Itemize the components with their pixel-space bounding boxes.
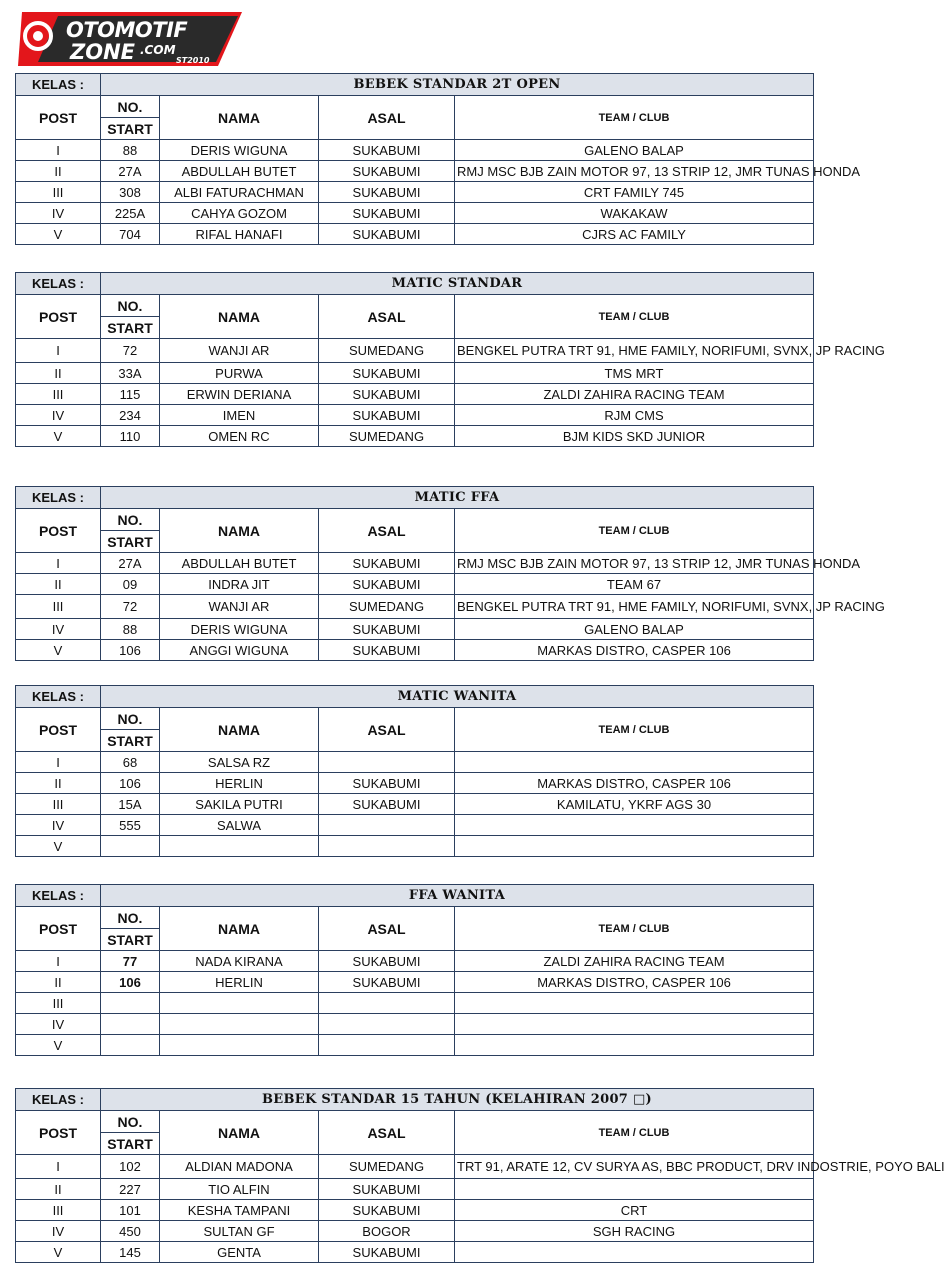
post-cell: I — [16, 1155, 101, 1179]
start-number-cell: 88 — [101, 619, 160, 640]
class-title: MATIC STANDAR — [101, 273, 814, 295]
team-club-cell — [455, 1179, 814, 1200]
logo-line2: ZONE — [70, 40, 135, 64]
header-nama: NAMA — [160, 509, 319, 553]
table-row — [16, 405, 814, 426]
team-club-cell — [455, 1014, 814, 1035]
header-asal: ASAL — [319, 96, 455, 140]
origin-cell: SUKABUMI — [319, 574, 455, 595]
origin-cell: SUKABUMI — [319, 405, 455, 426]
post-cell: III — [16, 1200, 101, 1221]
rider-name-cell — [160, 1014, 319, 1035]
origin-cell — [319, 993, 455, 1014]
origin-cell: SUKABUMI — [319, 951, 455, 972]
class-section — [15, 272, 885, 447]
rider-name-cell: ABDULLAH BUTET — [160, 553, 319, 574]
header-team: TEAM / CLUB — [455, 1111, 814, 1155]
post-cell: II — [16, 161, 101, 182]
start-number-cell: 27A — [101, 161, 160, 182]
team-club-cell: CRT FAMILY 745 — [455, 182, 814, 203]
team-club-cell: BJM KIDS SKD JUNIOR — [455, 426, 814, 447]
header-team: TEAM / CLUB — [455, 509, 814, 553]
origin-cell: SUMEDANG — [319, 426, 455, 447]
rider-name-cell: GENTA — [160, 1242, 319, 1263]
header-asal: ASAL — [319, 907, 455, 951]
start-number-cell: 227 — [101, 1179, 160, 1200]
start-number-cell: 101 — [101, 1200, 160, 1221]
post-cell: II — [16, 972, 101, 993]
team-club-cell — [455, 993, 814, 1014]
table-row — [16, 553, 814, 574]
table-row — [16, 384, 814, 405]
origin-cell: SUMEDANG — [319, 595, 455, 619]
rider-name-cell: SAKILA PUTRI — [160, 794, 319, 815]
origin-cell: SUKABUMI — [319, 553, 455, 574]
class-title: MATIC FFA — [101, 487, 814, 509]
header-nama: NAMA — [160, 96, 319, 140]
team-club-cell: MARKAS DISTRO, CASPER 106 — [455, 640, 814, 661]
results-table — [15, 486, 885, 661]
header-post: POST — [16, 96, 101, 140]
header-nama: NAMA — [160, 1111, 319, 1155]
post-cell: III — [16, 993, 101, 1014]
team-club-cell: ZALDI ZAHIRA RACING TEAM — [455, 951, 814, 972]
header-post: POST — [16, 509, 101, 553]
post-cell: III — [16, 595, 101, 619]
post-cell: V — [16, 426, 101, 447]
start-number-cell: 88 — [101, 140, 160, 161]
table-row — [16, 972, 814, 993]
start-number-cell — [101, 1014, 160, 1035]
team-club-cell: CJRS AC FAMILY — [455, 224, 814, 245]
team-club-cell — [455, 815, 814, 836]
start-number-cell: 450 — [101, 1221, 160, 1242]
header-team: TEAM / CLUB — [455, 96, 814, 140]
origin-cell: SUKABUMI — [319, 640, 455, 661]
team-club-cell: RMJ MSC BJB ZAIN MOTOR 97, 13 STRIP 12, JMR TUNAS HONDA — [455, 161, 814, 182]
header-post: POST — [16, 1111, 101, 1155]
rider-name-cell — [160, 1035, 319, 1056]
start-number-cell: 225A — [101, 203, 160, 224]
origin-cell: SUMEDANG — [319, 339, 455, 363]
post-cell: IV — [16, 815, 101, 836]
team-club-cell: SGH RACING — [455, 1221, 814, 1242]
post-cell: IV — [16, 405, 101, 426]
site-logo — [18, 10, 246, 68]
team-club-cell: ZALDI ZAHIRA RACING TEAM — [455, 384, 814, 405]
origin-cell: SUKABUMI — [319, 384, 455, 405]
team-club-cell — [455, 752, 814, 773]
post-cell: II — [16, 574, 101, 595]
class-section — [15, 685, 813, 857]
rider-name-cell: CAHYA GOZOM — [160, 203, 319, 224]
start-number-cell: 308 — [101, 182, 160, 203]
table-row — [16, 794, 814, 815]
rider-name-cell: INDRA JIT — [160, 574, 319, 595]
origin-cell: SUKABUMI — [319, 1242, 455, 1263]
table-row — [16, 1155, 814, 1179]
header-start: START — [101, 929, 160, 951]
post-cell: I — [16, 339, 101, 363]
start-number-cell: 09 — [101, 574, 160, 595]
start-number-cell: 145 — [101, 1242, 160, 1263]
origin-cell: SUKABUMI — [319, 203, 455, 224]
team-club-cell — [455, 836, 814, 857]
rider-name-cell: SALSA RZ — [160, 752, 319, 773]
start-number-cell: 704 — [101, 224, 160, 245]
origin-cell: SUKABUMI — [319, 1179, 455, 1200]
results-table — [15, 73, 861, 245]
table-row — [16, 951, 814, 972]
rider-name-cell — [160, 993, 319, 1014]
start-number-cell: 106 — [101, 640, 160, 661]
rider-name-cell: TIO ALFIN — [160, 1179, 319, 1200]
start-number-cell: 115 — [101, 384, 160, 405]
header-post: POST — [16, 708, 101, 752]
table-row — [16, 426, 814, 447]
post-cell: I — [16, 951, 101, 972]
team-club-cell: CRT — [455, 1200, 814, 1221]
team-club-cell: MARKAS DISTRO, CASPER 106 — [455, 972, 814, 993]
post-cell: II — [16, 1179, 101, 1200]
team-club-cell — [455, 1035, 814, 1056]
rider-name-cell: SULTAN GF — [160, 1221, 319, 1242]
kelas-label: KELAS : — [16, 74, 101, 96]
header-no: NO. — [101, 295, 160, 317]
rider-name-cell: ALBI FATURACHMAN — [160, 182, 319, 203]
origin-cell: SUKABUMI — [319, 619, 455, 640]
origin-cell: SUKABUMI — [319, 182, 455, 203]
start-number-cell: 68 — [101, 752, 160, 773]
team-club-cell: RMJ MSC BJB ZAIN MOTOR 97, 13 STRIP 12, JMR TUNAS HONDA — [455, 553, 814, 574]
rider-name-cell: ANGGI WIGUNA — [160, 640, 319, 661]
header-start: START — [101, 730, 160, 752]
header-no: NO. — [101, 1111, 160, 1133]
rider-name-cell: ABDULLAH BUTET — [160, 161, 319, 182]
class-section — [15, 73, 861, 245]
kelas-label: KELAS : — [16, 686, 101, 708]
rider-name-cell: IMEN — [160, 405, 319, 426]
logo-suffix: .COM — [140, 43, 176, 57]
header-start: START — [101, 118, 160, 140]
table-row — [16, 1179, 814, 1200]
class-title: BEBEK STANDAR 15 TAHUN (KELAHIRAN 2007 □) — [101, 1089, 814, 1111]
results-table — [15, 272, 885, 447]
origin-cell — [319, 1014, 455, 1035]
start-number-cell: 555 — [101, 815, 160, 836]
table-row — [16, 1014, 814, 1035]
header-asal: ASAL — [319, 708, 455, 752]
origin-cell: SUKABUMI — [319, 794, 455, 815]
post-cell: V — [16, 640, 101, 661]
logo-graphic — [18, 10, 246, 68]
origin-cell — [319, 1035, 455, 1056]
post-cell: IV — [16, 1014, 101, 1035]
origin-cell: SUKABUMI — [319, 972, 455, 993]
team-club-cell: TRT 91, ARATE 12, CV SURYA AS, BBC PRODUCT, DRV INDOSTRIE, POYO BALI — [455, 1155, 814, 1179]
table-row — [16, 363, 814, 384]
team-club-cell: TEAM 67 — [455, 574, 814, 595]
start-number-cell — [101, 1035, 160, 1056]
results-table — [15, 1088, 945, 1263]
header-nama: NAMA — [160, 295, 319, 339]
header-nama: NAMA — [160, 708, 319, 752]
post-cell: III — [16, 794, 101, 815]
rider-name-cell: DERIS WIGUNA — [160, 140, 319, 161]
rider-name-cell: HERLIN — [160, 972, 319, 993]
table-row — [16, 574, 814, 595]
header-team: TEAM / CLUB — [455, 295, 814, 339]
table-row — [16, 140, 814, 161]
origin-cell: SUKABUMI — [319, 1200, 455, 1221]
header-start: START — [101, 1133, 160, 1155]
header-start: START — [101, 317, 160, 339]
post-cell: V — [16, 836, 101, 857]
team-club-cell: RJM CMS — [455, 405, 814, 426]
table-row — [16, 640, 814, 661]
team-club-cell: KAMILATU, YKRF AGS 30 — [455, 794, 814, 815]
table-row — [16, 1035, 814, 1056]
table-row — [16, 773, 814, 794]
start-number-cell: 110 — [101, 426, 160, 447]
post-cell: IV — [16, 619, 101, 640]
post-cell: IV — [16, 203, 101, 224]
team-club-cell: BENGKEL PUTRA TRT 91, HME FAMILY, NORIFUMI, SVNX, JP RACING — [455, 339, 814, 363]
logo-line1: OTOMOTIF — [66, 18, 188, 42]
class-title: MATIC WANITA — [101, 686, 814, 708]
table-row — [16, 224, 814, 245]
table-row — [16, 339, 814, 363]
rider-name-cell: DERIS WIGUNA — [160, 619, 319, 640]
rider-name-cell: WANJI AR — [160, 339, 319, 363]
kelas-label: KELAS : — [16, 1089, 101, 1111]
table-row — [16, 182, 814, 203]
table-row — [16, 752, 814, 773]
post-cell: III — [16, 384, 101, 405]
start-number-cell: 72 — [101, 595, 160, 619]
post-cell: IV — [16, 1221, 101, 1242]
post-cell: II — [16, 363, 101, 384]
team-club-cell — [455, 1242, 814, 1263]
header-team: TEAM / CLUB — [455, 708, 814, 752]
origin-cell: SUKABUMI — [319, 161, 455, 182]
table-row — [16, 161, 814, 182]
rider-name-cell: ALDIAN MADONA — [160, 1155, 319, 1179]
post-cell: I — [16, 140, 101, 161]
team-club-cell: BENGKEL PUTRA TRT 91, HME FAMILY, NORIFUMI, SVNX, JP RACING — [455, 595, 814, 619]
header-start: START — [101, 531, 160, 553]
header-asal: ASAL — [319, 295, 455, 339]
header-asal: ASAL — [319, 1111, 455, 1155]
origin-cell — [319, 815, 455, 836]
header-nama: NAMA — [160, 907, 319, 951]
table-row — [16, 595, 814, 619]
header-no: NO. — [101, 96, 160, 118]
class-section — [15, 1088, 945, 1263]
start-number-cell: 72 — [101, 339, 160, 363]
class-section — [15, 884, 813, 1056]
origin-cell: SUKABUMI — [319, 773, 455, 794]
class-title: FFA WANITA — [101, 885, 814, 907]
rider-name-cell: HERLIN — [160, 773, 319, 794]
header-no: NO. — [101, 509, 160, 531]
start-number-cell — [101, 836, 160, 857]
origin-cell — [319, 752, 455, 773]
origin-cell — [319, 836, 455, 857]
kelas-label: KELAS : — [16, 487, 101, 509]
kelas-label: KELAS : — [16, 885, 101, 907]
post-cell: III — [16, 182, 101, 203]
table-row — [16, 815, 814, 836]
post-cell: V — [16, 1035, 101, 1056]
table-row — [16, 1200, 814, 1221]
team-club-cell: TMS MRT — [455, 363, 814, 384]
header-no: NO. — [101, 907, 160, 929]
post-cell: I — [16, 553, 101, 574]
start-number-cell: 106 — [101, 773, 160, 794]
start-number-cell: 15A — [101, 794, 160, 815]
header-post: POST — [16, 907, 101, 951]
rider-name-cell: WANJI AR — [160, 595, 319, 619]
start-number-cell: 102 — [101, 1155, 160, 1179]
results-table — [15, 884, 814, 1056]
team-club-cell: WAKAKAW — [455, 203, 814, 224]
rider-name-cell — [160, 836, 319, 857]
start-number-cell: 27A — [101, 553, 160, 574]
header-team: TEAM / CLUB — [455, 907, 814, 951]
rider-name-cell: NADA KIRANA — [160, 951, 319, 972]
class-title: BEBEK STANDAR 2T OPEN — [101, 74, 814, 96]
results-table — [15, 685, 814, 857]
rider-name-cell: OMEN RC — [160, 426, 319, 447]
rider-name-cell: PURWA — [160, 363, 319, 384]
start-number-cell — [101, 993, 160, 1014]
table-row — [16, 1242, 814, 1263]
start-number-cell: 77 — [101, 951, 160, 972]
origin-cell: SUMEDANG — [319, 1155, 455, 1179]
start-number-cell: 33A — [101, 363, 160, 384]
post-cell: V — [16, 224, 101, 245]
header-asal: ASAL — [319, 509, 455, 553]
origin-cell: SUKABUMI — [319, 140, 455, 161]
header-no: NO. — [101, 708, 160, 730]
team-club-cell: MARKAS DISTRO, CASPER 106 — [455, 773, 814, 794]
rider-name-cell: KESHA TAMPANI — [160, 1200, 319, 1221]
team-club-cell: GALENO BALAP — [455, 140, 814, 161]
table-row — [16, 1221, 814, 1242]
post-cell: II — [16, 773, 101, 794]
origin-cell: SUKABUMI — [319, 224, 455, 245]
rider-name-cell: SALWA — [160, 815, 319, 836]
header-post: POST — [16, 295, 101, 339]
origin-cell: SUKABUMI — [319, 363, 455, 384]
table-row — [16, 619, 814, 640]
origin-cell: BOGOR — [319, 1221, 455, 1242]
table-row — [16, 203, 814, 224]
rider-name-cell: RIFAL HANAFI — [160, 224, 319, 245]
rider-name-cell: ERWIN DERIANA — [160, 384, 319, 405]
kelas-label: KELAS : — [16, 273, 101, 295]
class-section — [15, 486, 885, 661]
table-row — [16, 836, 814, 857]
team-club-cell: GALENO BALAP — [455, 619, 814, 640]
start-number-cell: 106 — [101, 972, 160, 993]
table-row — [16, 993, 814, 1014]
logo-est: ST2010 — [176, 56, 210, 65]
post-cell: I — [16, 752, 101, 773]
post-cell: V — [16, 1242, 101, 1263]
start-number-cell: 234 — [101, 405, 160, 426]
